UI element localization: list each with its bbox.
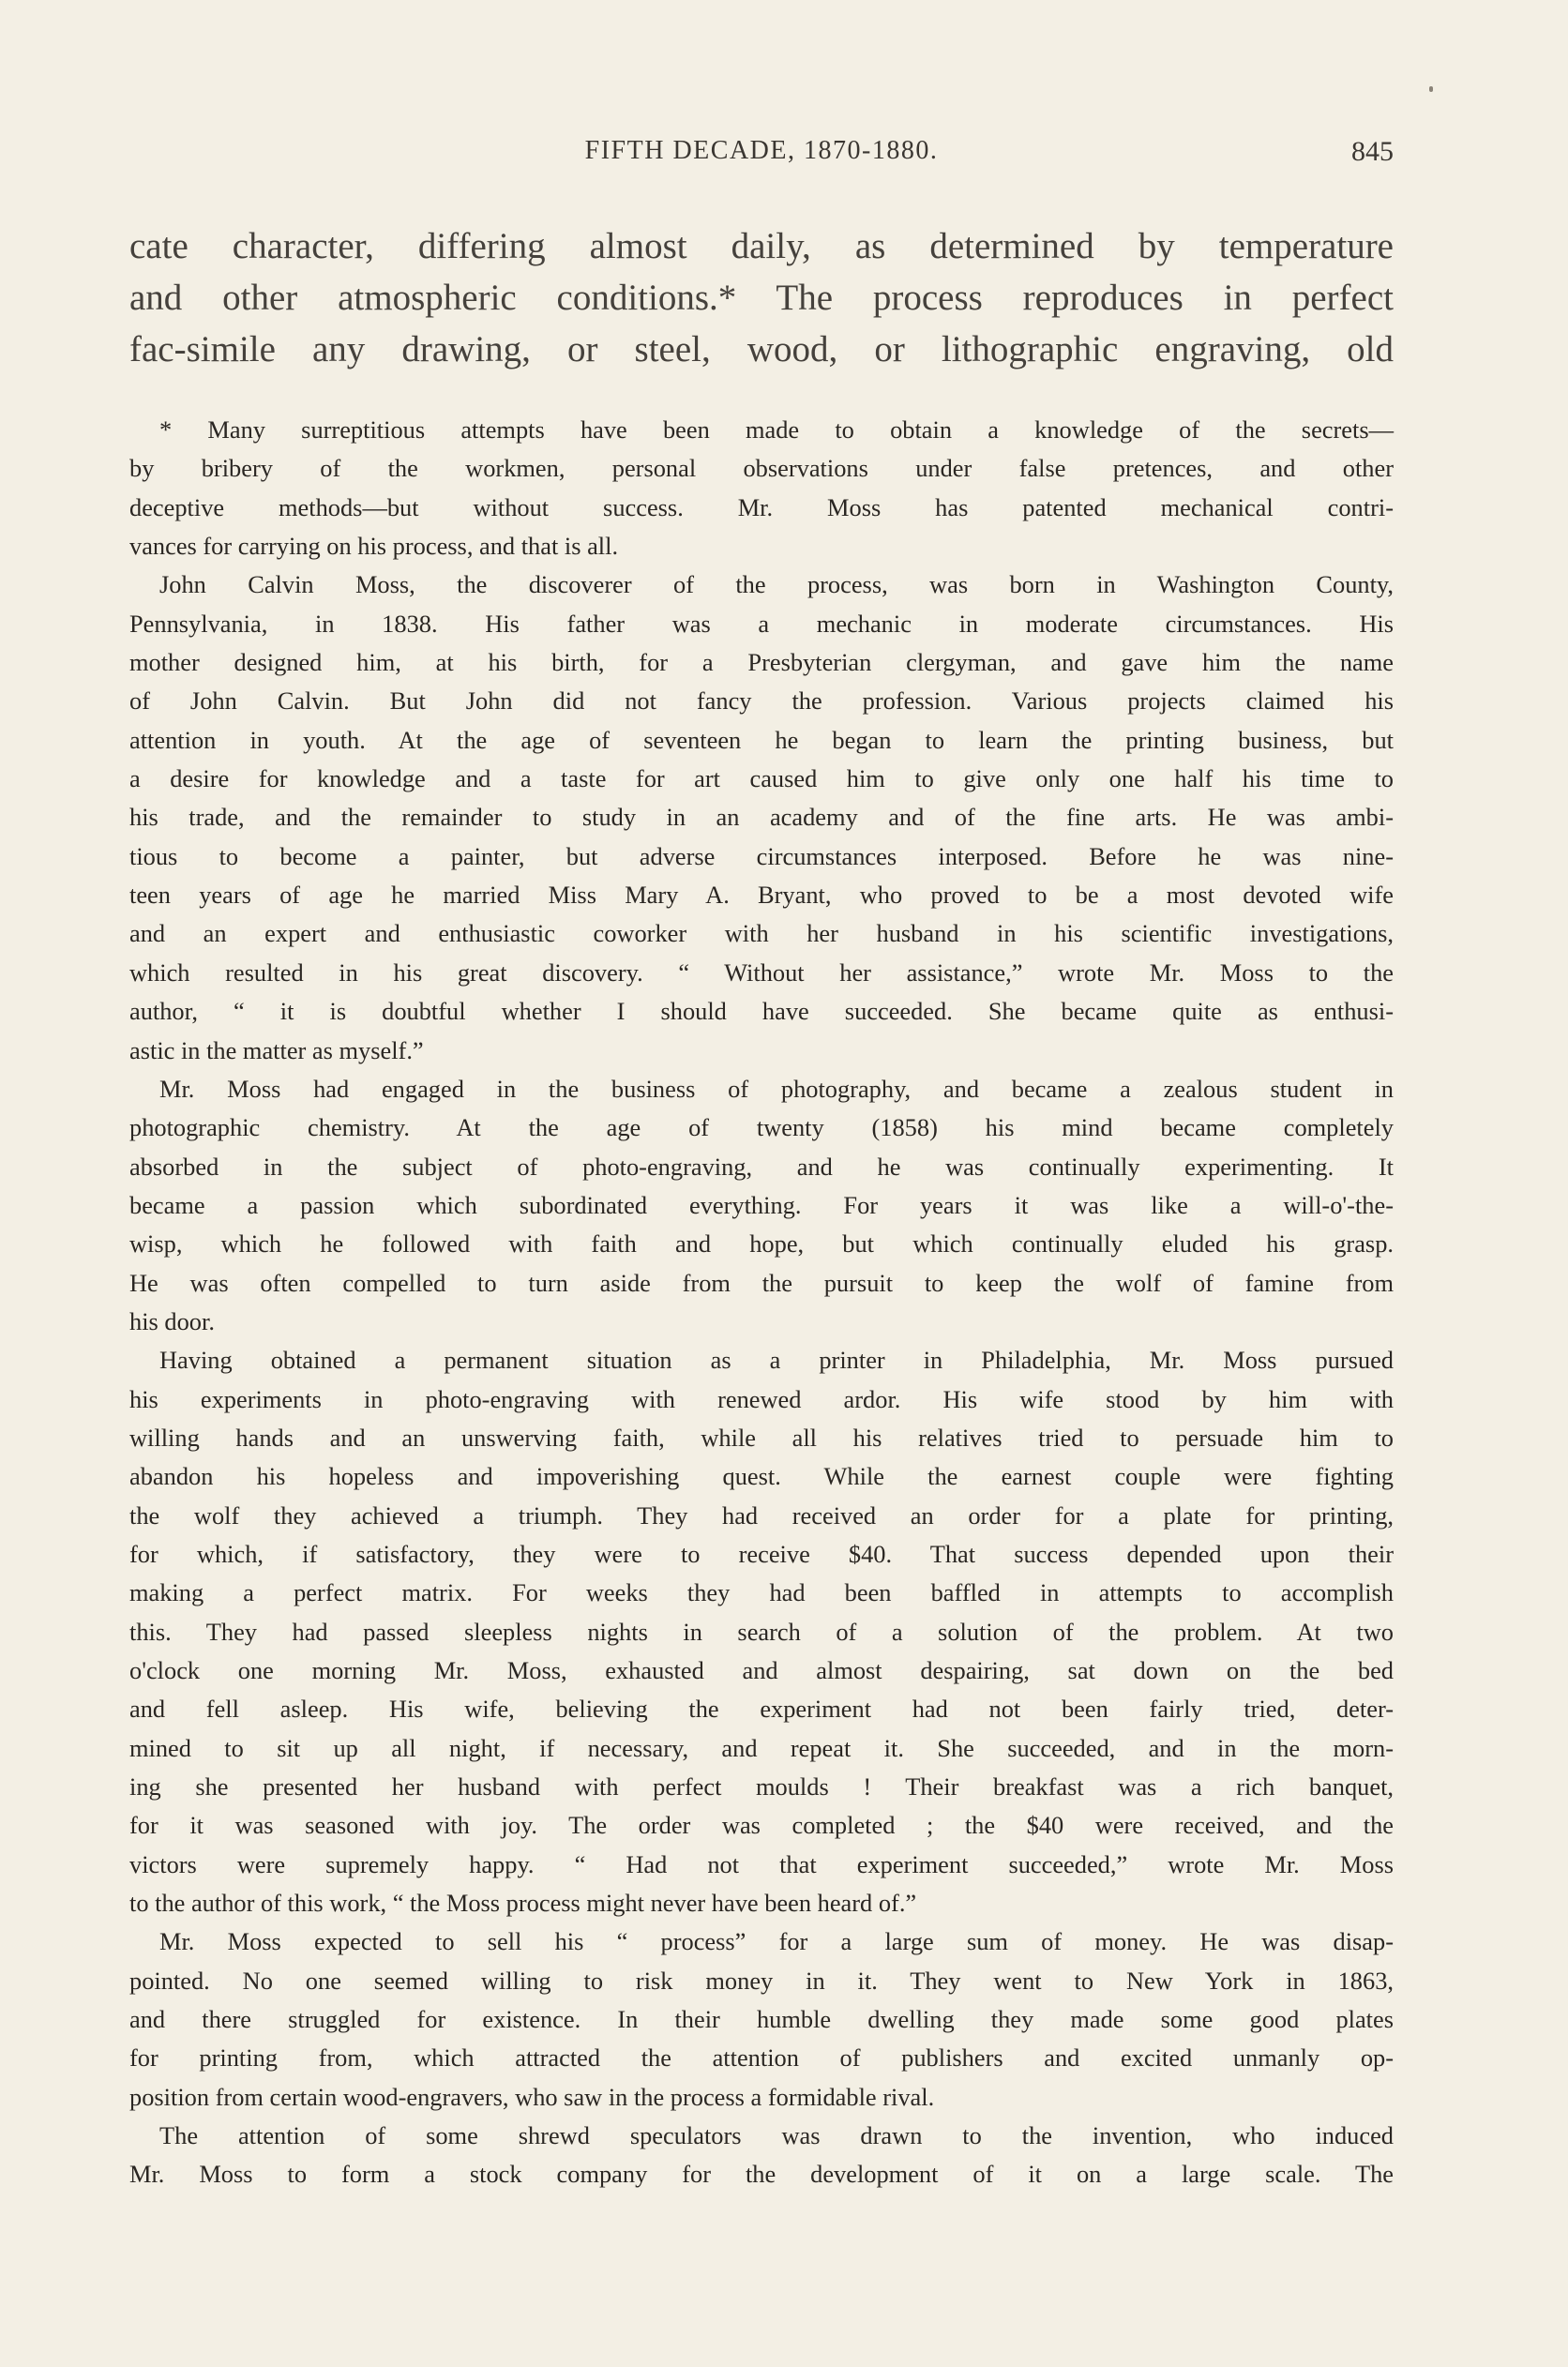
footnote-line: which resulted in his great discovery. “ Without her assistance,” wrote Mr. Moss to the (129, 957, 1394, 987)
footnote-line: by bribery of the workmen, personal observations under false pretences, and other (129, 454, 1394, 483)
main-text-line: and other atmospheric conditions.* The process reproduces in perfect (129, 278, 1394, 318)
footnote-block (129, 411, 1394, 2194)
footnote-paragraph (129, 411, 1394, 565)
footnote-line: for it was seasoned with joy. The order was completed ; the $40 were received, and the (129, 1811, 1394, 1840)
footnote-line: to the author of this work, “ the Moss process might never have been heard of.” (129, 1889, 917, 1918)
ink-speck (1429, 86, 1433, 92)
footnote-line: author, “ it is doubtful whether I should have succeeded. She became quite as enthusi- (129, 997, 1394, 1026)
footnote-line: for printing from, which attracted the attention of publishers and excited unmanly op- (129, 2043, 1394, 2073)
footnote-paragraph (129, 1341, 1394, 1922)
footnote-line: the wolf they achieved a triumph. They had received an order for a plate for printing, (129, 1500, 1394, 1530)
footnote-line: astic in the matter as myself.” (129, 1035, 424, 1064)
footnote-line: Mr. Moss had engaged in the business of photography, and became a zealous student in (159, 1074, 1394, 1103)
footnote-line: tious to become a painter, but adverse circumstances interposed. Before he was nine- (129, 841, 1394, 870)
footnote-line: pointed. No one seemed willing to risk money in it. They went to New York in 1863, (129, 1966, 1394, 1995)
footnote-line: making a perfect matrix. For weeks they had been baffled in attempts to accomplish (129, 1578, 1394, 1607)
footnote-line: He was often compelled to turn aside from the pursuit to keep the wolf of famine from (129, 1268, 1394, 1297)
footnote-line: abandon his hopeless and impoverishing quest. While the earnest couple were fighting (129, 1462, 1394, 1491)
footnote-line: Pennsylvania, in 1838. His father was a mechanic in moderate circumstances. His (129, 609, 1394, 638)
footnote-line: victors were supremely happy. “ Had not that experiment succeeded,” wrote Mr. Moss (129, 1849, 1394, 1878)
footnote-line: his trade, and the remainder to study in an academy and of the fine arts. He was ambi- (129, 803, 1394, 832)
footnote-line: Mr. Moss to form a stock company for the development of it on a large scale. The (129, 2160, 1394, 2189)
footnote-line: and there struggled for existence. In their humble dwelling they made some good plates (129, 2005, 1394, 2034)
footnote-line: o'clock one morning Mr. Moss, exhausted and almost despairing, sat down on the bed (129, 1656, 1394, 1684)
footnote-line: deceptive methods—but without success. Mr. Moss has patented mechanical contri- (129, 492, 1394, 521)
footnote-line: this. They had passed sleepless nights in search of a solution of the problem. At two (129, 1617, 1394, 1646)
footnote-line: teen years of age he married Miss Mary A. Bryant, who proved to be a most devoted wife (129, 881, 1394, 910)
footnote-line: Having obtained a permanent situation as a printer in Philadelphia, Mr. Moss pursued (159, 1346, 1394, 1375)
footnote-line: for which, if satisfactory, they were to receive $40. That success depended upon their (129, 1539, 1394, 1568)
footnote-line: ing she presented her husband with perfect moulds ! Their breakfast was a rich banquet, (129, 1772, 1394, 1802)
footnote-line: The attention of some shrewd speculators was drawn to the invention, who induced (159, 2121, 1394, 2150)
main-text-line: fac-simile any drawing, or steel, wood, or lithographic engraving, old (129, 329, 1394, 369)
footnote-line: of John Calvin. But John did not fancy the profession. Various projects claimed his (129, 686, 1394, 716)
footnote-line: attention in youth. At the age of seventeen he began to learn the printing business, but (129, 725, 1394, 754)
footnote-paragraph (129, 2117, 1394, 2194)
footnote-line: his experiments in photo-engraving with renewed ardor. His wife stood by him with (129, 1384, 1394, 1413)
footnote-line: a desire for knowledge and a taste for art caused him to give only one half his time to (129, 764, 1394, 793)
footnote-paragraph (129, 565, 1394, 1069)
footnote-paragraph (129, 1070, 1394, 1341)
footnote-line: mother designed him, at his birth, for a Presbyterian clergyman, and gave him the name (129, 648, 1394, 677)
footnote-line: became a passion which subordinated everything. For years it was like a will-o'-the- (129, 1190, 1394, 1219)
main-text-line: cate character, differing almost daily, as determined by temperature (129, 226, 1394, 266)
footnote-line: position from certain wood-engravers, who saw in the process a formidable rival. (129, 2082, 935, 2111)
running-head: FIFTH DECADE, 1870-1880. (584, 136, 939, 165)
main-text (129, 220, 1394, 375)
footnote-line: photographic chemistry. At the age of twenty (1858) his mind became completely (129, 1113, 1394, 1142)
footnote-line: absorbed in the subject of photo-engraving, and he was continually experimenting. It (129, 1152, 1394, 1181)
footnote-line: vances for carrying on his process, and that is all. (129, 532, 619, 561)
footnote-line: John Calvin Moss, the discoverer of the process, was born in Washington County, (159, 570, 1394, 599)
footnote-line: * Many surreptitious attempts have been made to obtain a knowledge of the secrets— (159, 415, 1394, 444)
footnote-line: his door. (129, 1306, 215, 1335)
footnote-line: willing hands and an unswerving faith, while all his relatives tried to persuade him to (129, 1423, 1394, 1452)
footnote-line: mined to sit up all night, if necessary, and repeat it. She succeeded, and in the morn- (129, 1733, 1394, 1762)
footnote-line: and fell asleep. His wife, believing the experiment had not been fairly tried, deter- (129, 1695, 1394, 1724)
page-number: 845 (1351, 136, 1394, 167)
footnote-line: and an expert and enthusiastic coworker with her husband in his scientific investigations, (129, 919, 1394, 948)
footnote-paragraph (129, 1922, 1394, 2117)
page-header (129, 136, 1394, 173)
footnote-line: wisp, which he followed with faith and hope, but which continually eluded his grasp. (129, 1229, 1394, 1259)
footnote-line: Mr. Moss expected to sell his “ process” for a large sum of money. He was disap- (159, 1927, 1394, 1956)
